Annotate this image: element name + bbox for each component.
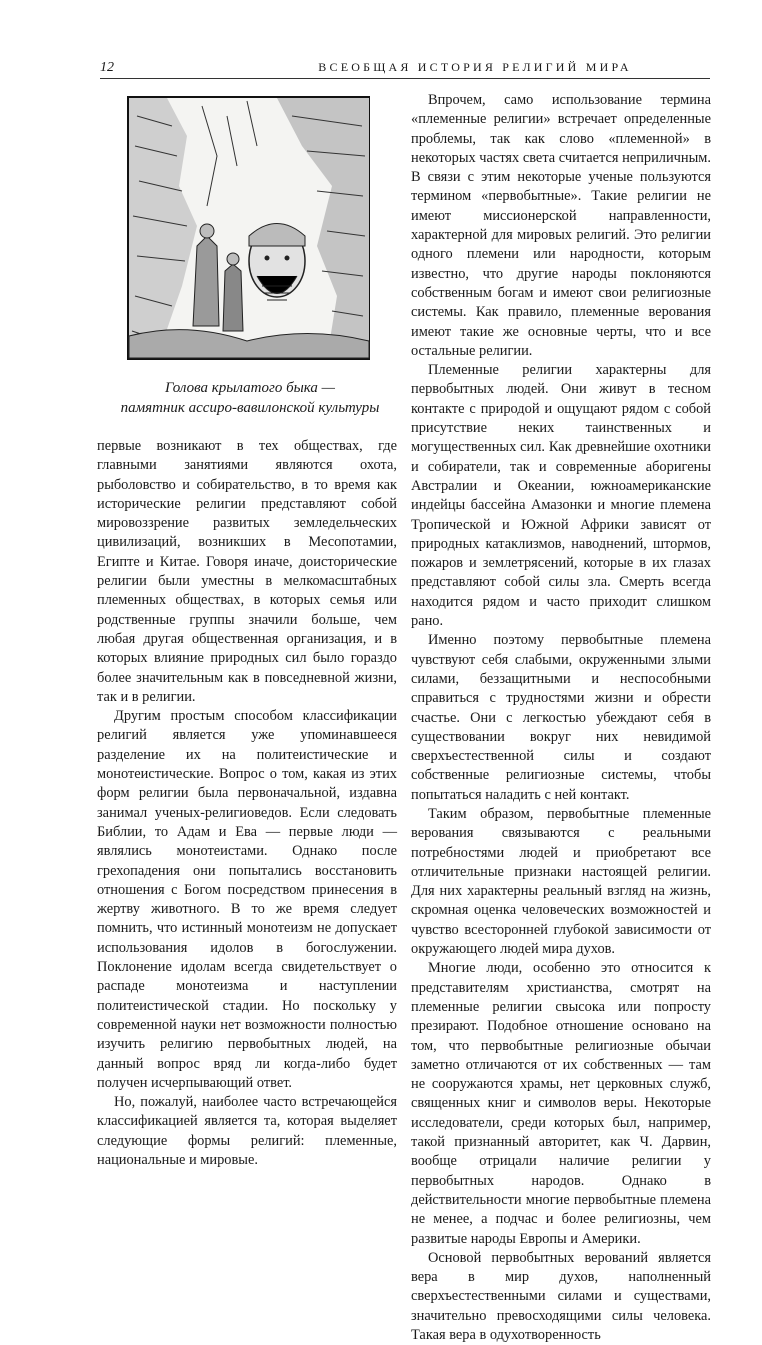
paragraph: Впрочем, само использование термина «племенные религии» встречает определенные проблемы, так как слово «племенной» в некоторых частях света считается неприличным. В связи с этим некоторые ученые пользуются термином «первобытные». Такие религии не имеют миссионерской направленности, характерной для мировых религий. Это религии одного племени или народности, которым известно, что другие народы поклоняются собственным богам и имеют свои религиозные системы. Как правило, племенные верования имеют такие же основные черты, что и все остальные религии. [411,92,711,359]
figure-caption [105,378,395,418]
paragraph: Таким образом, первобытные племенные верования связываются с реальными потребностями людей и приобретают все отличительные признаки настоящей религии. Для них характерны реальный взгляд на жизнь, скромная оценка человеческих возможностей и чувство всесторонней глубокой зависимости от окружающего людей мира духов. [411,805,711,958]
paragraph: Основой первобытных верований является вера в мир духов, наполненный сверхъестественными силами и существами, значительно превосходящими силы человека. Такая вера в одухотворенность [411,1249,711,1343]
right-column [411,91,711,1345]
caption-line-2: памятник ассиро-вавилонской культуры [120,400,380,416]
caption-line-1: Голова крылатого быка — [164,380,336,396]
paragraph: Именно поэтому первобытные племена чувствуют себя слабыми, окруженными злыми силами, беззащитными и неспособными справиться с трудностями жизни и обрести счастье. Они с легкостью убеждают себя в существовании вокруг них невидимой сверхъестественной силы и создают собственные религиозные системы, чтобы попытаться наладить с ней контакт. [411,632,711,803]
left-column [97,437,397,1170]
engraving-illustration [127,96,370,360]
running-title: ВСЕОБЩАЯ ИСТОРИЯ РЕЛИГИЙ МИРА [318,60,632,74]
paragraph: Многие люди, особенно это относится к представителям христианства, смотрят на племенные религии свысока или попросту презирают. Подобное отношение основано на том, что первобытные религиозные обычаи заметно отличаются от их собственных — там не сооружаются храмы, нет церковных служб, священных книг и символов веры. Некоторые исследователи, среди которых был, например, такой признанный авторитет, как Ч. Дарвин, вообще отрицали наличие религии у первобытных народов. Однако в действительности многие первобытные племена не менее, а подчас и более религиозны, чем развитые народы Европы и Америки. [411,960,711,1247]
paragraph: Племенные религии характерны для первобытных людей. Они живут в тесном контакте с природой и ощущают рядом с собой присутствие неких таинственных и могущественных сил. Как древнейшие охотники и собиратели, так и современные аборигены Австралии и Океании, южноамериканские индейцы бассейна Амазонки и многие племена Тропической и Южной Африки зависят от природных катаклизмов, наводнений, штормов, пожаров и землетрясений, которые в их глазах представляют собой силы зла. Смерть всегда находится рядом и часто приходит слишком рано. [411,362,711,630]
page-number: 12 [100,60,114,75]
paragraph: Но, пожалуй, наиболее часто встречающейся классификацией является та, которая выделяет следующие формы религий: племенные, национальные и мировые. [97,1094,397,1168]
paragraph: первые возникают в тех обществах, где главными занятиями являются охота, рыболовство и собирательство, в то время как исторические религии представляют собой мировоззрение развитых земледельческих цивилизаций, возникших в Месопотамии, Египте и Китае. Говоря иначе, доисторические религии были уместны в мелкомасштабных племенных обществах, в которых семья или родственные группы значили больше, чем любая другая общественная организация, и в которых влияние природных сил было гораздо более значительным как в повседневной жизни, так и в религии. [97,438,397,705]
paragraph: Другим простым способом классификации религий является уже упоминавшееся разделение их на политеистические и монотеистические. Вопрос о том, какая из этих форм религии была первоначальной, издавна занимал ученых-религиоведов. Если следовать Библии, то Адам и Ева — первые люди — являлись монотеистами. Однако после грехопадения они попытались восстановить отношения с Богом посредством принесения в жертву животного. В то же время следует помнить, что истинный монотеизм не допускает использования идолов в богослужении. Поклонение идолам всегда свидетельствует о распаде монотеизма и наступлении политеистической стадии. Но поскольку у современной науки нет возможности полностью изучить религию первобытных людей, на данный вопрос вряд ли когда-либо будет получен исчерпывающий ответ. [97,708,397,1091]
running-header [100,56,710,79]
